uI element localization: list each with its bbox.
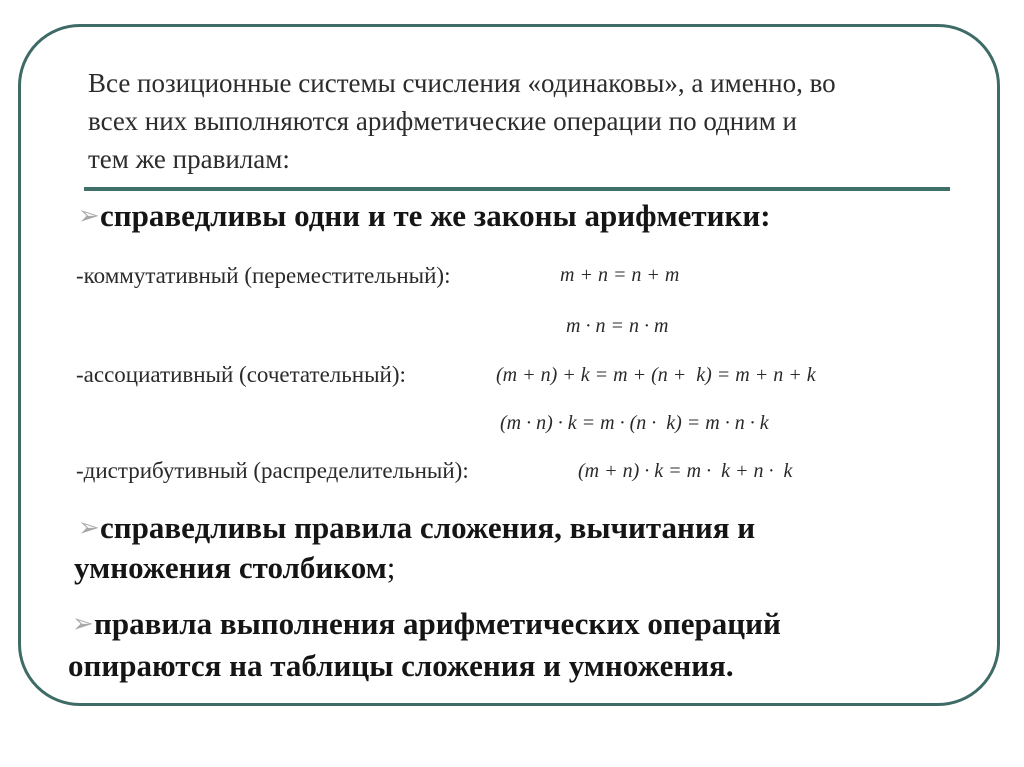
bullet-column-rules-semicolon: ; [386,550,396,585]
bullet-arithmetic-laws-text: справедливы одни и те же законы арифметики: [100,198,771,233]
law-commutative-label: -коммутативный (переместительный): [76,263,451,288]
divider-line [84,187,950,191]
bullet-column-rules-line-1: справедливы правила сложения, вычитания и [100,510,756,545]
intro-paragraph [88,64,968,178]
law-associative-label: -ассоциативный (сочетательный): [76,362,406,387]
bullet-arithmetic-laws [78,196,771,236]
bullet-operation-tables [72,604,781,644]
bullet-column-rules-line-2: умножения столбиком [74,550,387,585]
arrow-bullet-icon: ➢ [72,609,94,638]
law-commutative-formula-sum: m + n = n + m [560,264,680,286]
law-distributive-formula: (m + n) · k = m · k + n · k [578,460,793,482]
law-associative-formula-product: (m · n) · k = m · (n · k) = m · n · k [500,412,769,434]
bullet-operation-tables-line-1: правила выполнения арифметических операций [94,606,781,641]
arrow-bullet-icon: ➢ [78,201,100,230]
intro-line-1: Все позиционные системы счисления «одинаковы», а именно, во [88,68,836,98]
law-associative-formula-sum: (m + n) + k = m + (n + k) = m + n + k [496,364,816,386]
arrow-bullet-icon: ➢ [78,513,100,542]
law-commutative-formula-product: m · n = n · m [566,315,669,337]
bullet-column-rules-continued [74,548,395,588]
law-distributive-label: -дистрибутивный (распределительный): [76,458,469,483]
bullet-column-rules [78,508,755,548]
intro-line-3: тем же правилам: [88,144,290,174]
bullet-operation-tables-line-2: опираются на таблицы сложения и умножения. [68,648,734,683]
bullet-operation-tables-continued [68,646,734,686]
intro-line-2: всех них выполняются арифметические операции по одним и [88,106,797,136]
